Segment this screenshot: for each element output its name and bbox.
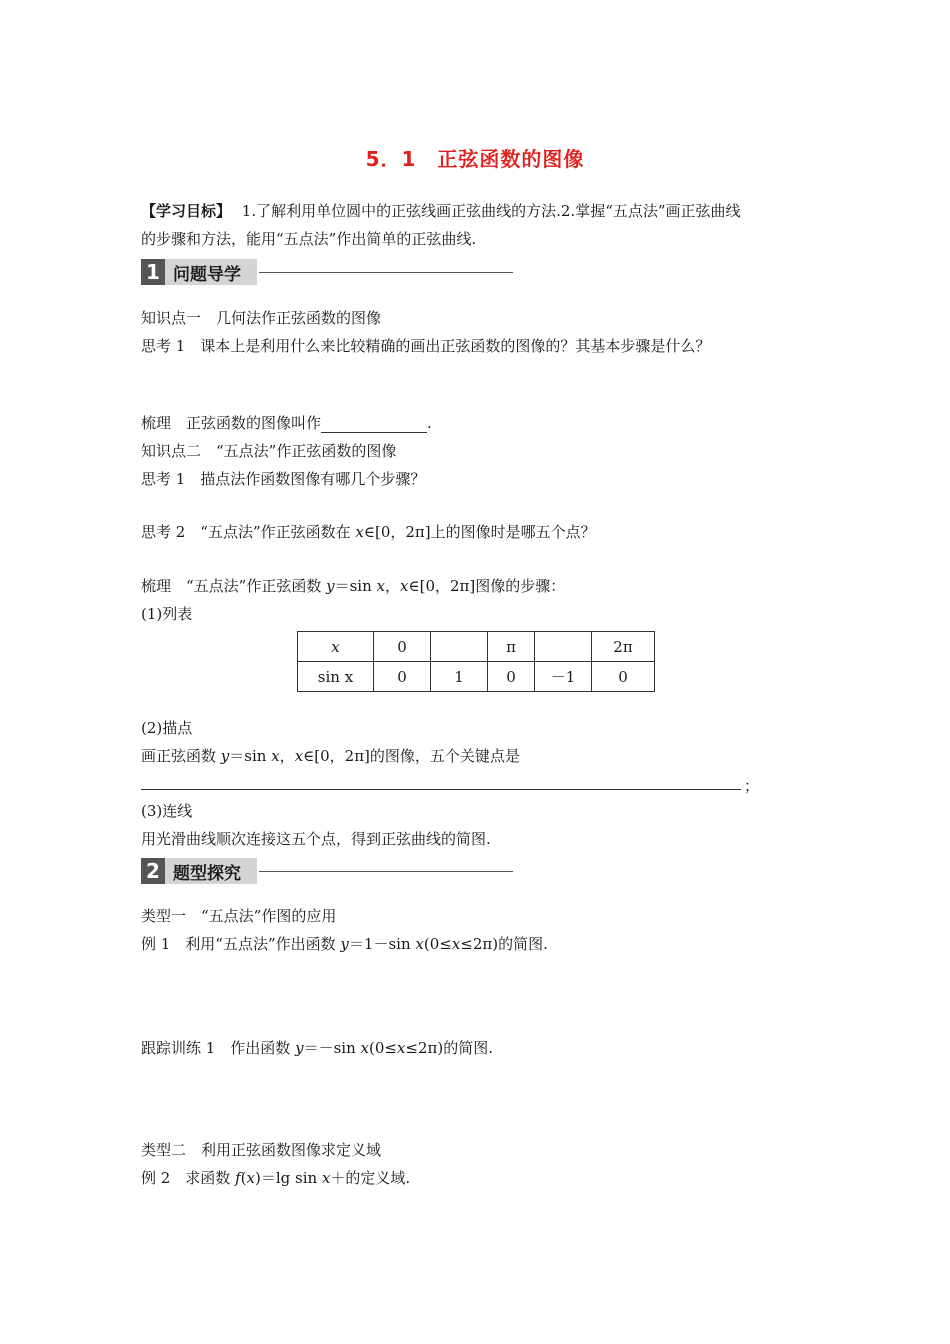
step-3-text: 用光滑曲线顺次连接这五个点，得到正弦曲线的简图. (141, 830, 491, 848)
variable-y: y (220, 747, 230, 765)
table-cell: π (488, 632, 535, 662)
example-2 (141, 1168, 410, 1188)
semicolon: ； (744, 777, 760, 795)
example-1 (141, 934, 548, 954)
text-segment: 梳理 “五点法”作正弦函数 (141, 577, 327, 595)
table-cell: 0 (374, 632, 431, 662)
variable-y: y (326, 577, 335, 595)
section-label: 问题导学 (165, 259, 257, 285)
step-3-label: (3)连线 (141, 802, 193, 820)
text-segment: ∈[0，2π]的图像，五个关键点是 (303, 747, 520, 765)
tracking-exercise-1 (141, 1038, 493, 1058)
learning-goals-line2: 的步骤和方法，能用“五点法”作出简单的正弦曲线. (141, 230, 477, 248)
section-header-2 (141, 858, 513, 884)
step-2-text (141, 746, 520, 766)
table-cell: 1 (431, 662, 488, 692)
learning-goals-label: 【学习目标】 (141, 202, 232, 220)
text-segment: ＝sin (229, 747, 272, 765)
page-title: 5．1 正弦函数的图像 (365, 147, 585, 171)
text-segment: ， (279, 747, 295, 765)
section-rule (259, 871, 513, 872)
table-row (298, 662, 655, 692)
text-segment: )＝lg sin (254, 1169, 322, 1187)
variable-x: x (451, 935, 461, 953)
text-segment: ， (385, 577, 401, 595)
step-2-label: (2)描点 (141, 719, 193, 737)
value-table (297, 631, 655, 692)
text-segment: ∈[0，2π]图像的步骤： (408, 577, 566, 595)
think-question-1: 思考 1 课本上是利用什么来比较精确的画出正弦函数的图像的？其基本步骤是什么？ (141, 337, 711, 355)
table-row (298, 632, 655, 662)
text-segment: ( (240, 1169, 247, 1187)
summary-line-1 (141, 413, 432, 433)
variable-y: y (340, 935, 349, 953)
table-cell (298, 632, 374, 662)
variable-x: x (400, 577, 409, 595)
text-segment: 画正弦函数 (141, 747, 221, 765)
variable-x: x (355, 523, 364, 541)
summary-end: . (427, 414, 432, 432)
think-question-2-1: 思考 1 描点法作函数图像有哪几个步骤？ (141, 470, 426, 488)
table-cell: 2π (592, 632, 655, 662)
table-cell: －1 (535, 662, 592, 692)
variable-x: x (294, 747, 304, 765)
knowledge-point-1: 知识点一 几何法作正弦函数的图像 (141, 309, 382, 327)
variable-x: x (271, 747, 280, 765)
variable-x: x (246, 1169, 255, 1187)
text-segment: 例 2 求函数 (141, 1169, 236, 1187)
section-header-1 (141, 259, 513, 285)
text-segment: ＝－sin (303, 1039, 361, 1057)
step-1-label: (1)列表 (141, 605, 193, 623)
summary-line-2 (141, 576, 565, 596)
learning-goals-text1: 1.了解利用单位圆中的正弦线画正弦曲线的方法.2.掌握“五点法”画正弦曲线 (241, 202, 741, 220)
cell-text: x (331, 637, 340, 656)
text-segment: ＝sin (334, 577, 377, 595)
table-cell[interactable] (535, 632, 592, 662)
text-segment: ＋的定义域. (330, 1169, 411, 1187)
table-cell: 0 (374, 662, 431, 692)
text-segment: (0≤ (368, 1039, 397, 1057)
section-number: 1 (141, 259, 165, 285)
text-segment: ＝1－sin (348, 935, 416, 953)
text-segment: 例 1 利用“五点法”作出函数 (141, 935, 341, 953)
variable-x: x (415, 935, 424, 953)
variable-x: x (321, 1169, 331, 1187)
answer-blank-long[interactable] (141, 789, 741, 790)
variable-x: x (396, 1039, 406, 1057)
table-cell[interactable] (431, 632, 488, 662)
text-segment: 跟踪训练 1 作出函数 (141, 1039, 296, 1057)
knowledge-point-2: 知识点二 “五点法”作正弦函数的图像 (141, 442, 397, 460)
table-cell: 0 (592, 662, 655, 692)
text-segment: ≤2π)的简图. (405, 1039, 494, 1057)
summary-text: 梳理 正弦函数的图像叫作 (141, 414, 322, 432)
text-segment: 思考 2 “五点法”作正弦函数在 (141, 523, 356, 541)
variable-y: y (295, 1039, 304, 1057)
table-cell: sin x (298, 662, 374, 692)
section-number: 2 (141, 858, 165, 884)
variable-f: f (235, 1169, 241, 1187)
table-cell: 0 (488, 662, 535, 692)
text-segment: (0≤ (423, 935, 452, 953)
section-label: 题型探究 (165, 858, 257, 884)
variable-x: x (376, 577, 385, 595)
type-2-heading: 类型二 利用正弦函数图像求定义域 (141, 1141, 382, 1159)
text-segment: ≤2π)的简图. (460, 935, 548, 953)
type-1-heading: 类型一 “五点法”作图的应用 (141, 907, 337, 925)
section-rule (259, 272, 513, 273)
variable-x: x (360, 1039, 369, 1057)
answer-blank[interactable] (321, 416, 427, 433)
text-segment: ∈[0，2π]上的图像时是哪五个点？ (363, 523, 596, 541)
learning-goals-line1 (141, 201, 741, 221)
think-question-2-2 (141, 522, 596, 542)
